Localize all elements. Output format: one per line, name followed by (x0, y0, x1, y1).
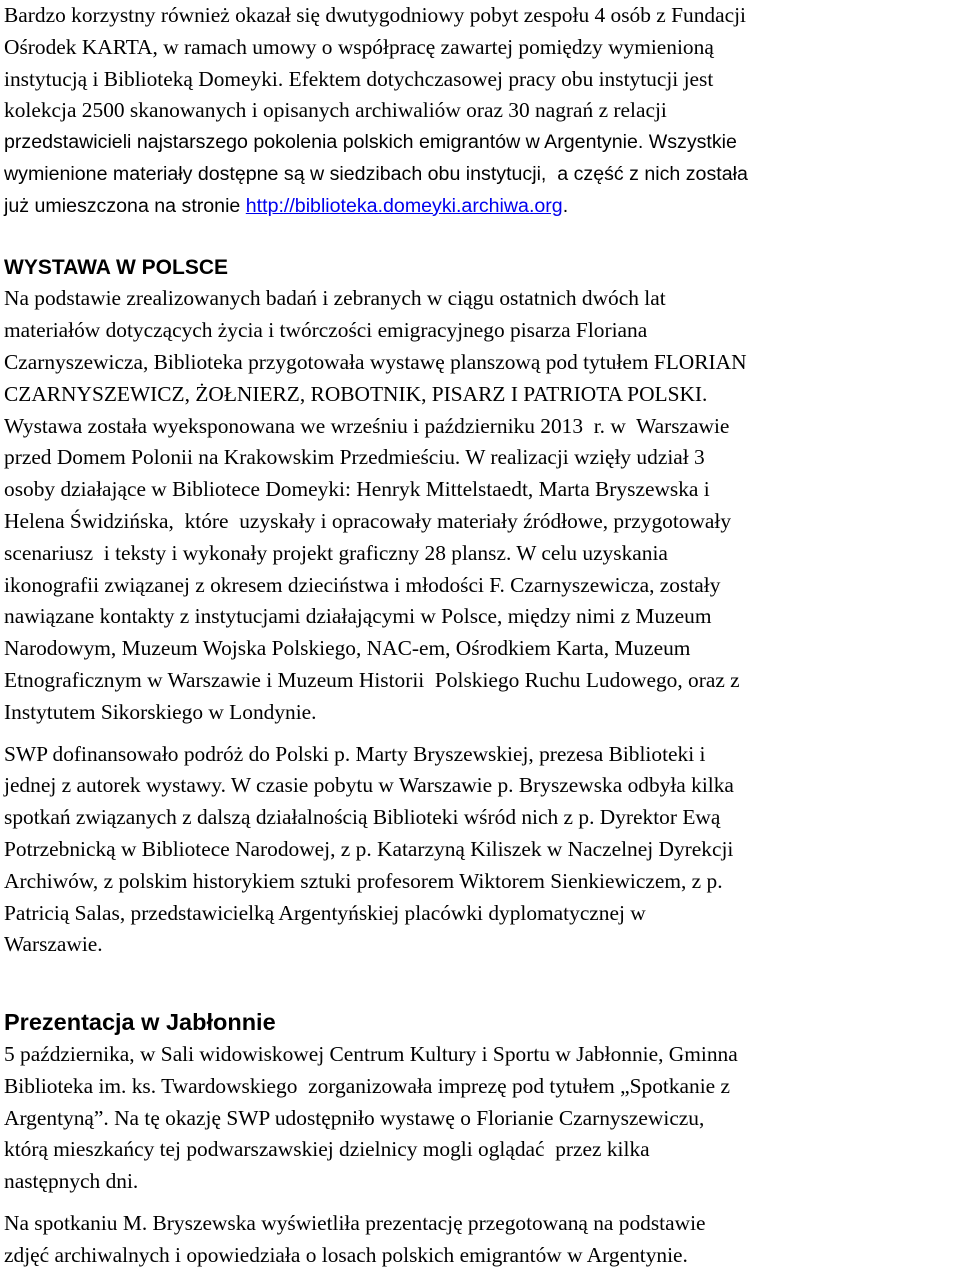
text-line: Argentyną”. Na tę okazję SWP udostępniło wystawę o Florianie Czarnyszewiczu, (4, 1105, 705, 1130)
text-line: Biblioteka im. ks. Twardowskiego zorganizowała imprezę pod tytułem „Spotkanie z (4, 1073, 731, 1098)
text-line: instytucją i Biblioteką Domeyki. Efektem dotychczasowej pracy obu instytucji jest (4, 66, 714, 91)
text-line: zdjęć archiwalnych i opowiedziała o losach polskich emigrantów w Argentynie. (4, 1242, 688, 1267)
spacer (4, 223, 956, 252)
text-line: Ośrodek KARTA, w ramach umowy o współpracę zawartej pomiędzy wymienioną (4, 34, 714, 59)
section-heading-wystawa: WYSTAWA W POLSCE (4, 255, 228, 279)
text-line: przed Domem Polonii na Krakowskim Przedmieściu. W realizacji wzięły udział 3 (4, 445, 705, 470)
text-line: Czarnyszewicza, Biblioteka przygotowała wystawę planszową pod tytułem FLORIAN (4, 349, 747, 374)
text-line: spotkań związanych z dalszą działalnością Biblioteki wśród nich z p. Dyrektor Ewą (4, 805, 721, 830)
text-line: scenariusz i teksty i wykonały projekt graficzny 28 plansz. W celu uzyskania (4, 540, 668, 565)
text-line: Bardzo korzystny również okazał się dwutygodniowy pobyt zespołu 4 osób z Fundacji (4, 3, 746, 27)
text-line: kolekcja 2500 skanowanych i opisanych archiwaliów oraz 30 nagrań z relacji (4, 98, 667, 123)
document-page (4, 0, 956, 1271)
text-line: 5 października, w Sali widowiskowej Centrum Kultury i Sportu w Jabłonnie, Gminna (4, 1041, 738, 1066)
wystawa-paragraph (4, 283, 956, 728)
text-line: SWP dofinansowało podróż do Polski p. Marty Bryszewskiej, prezesa Biblioteki i (4, 741, 706, 766)
text-line: wymienione materiały dostępne są w siedzibach obu instytucji, a część z nich została (4, 162, 748, 185)
text-line: jednej z autorek wystawy. W czasie pobytu w Warszawie p. Bryszewska odbyła kilka (4, 773, 734, 798)
text-line: Helena Świdzińska, które uzyskały i opracowały materiały źródłowe, przygotowały (4, 508, 732, 533)
text-line: którą mieszkańcy tej podwarszawskiej dzielnicy mogli oglądać przez kilka (4, 1137, 650, 1162)
text-line: Potrzebnicką w Bibliotece Narodowej, z p. Katarzyną Kiliszek w Naczelnej Dyrekcji (4, 836, 734, 861)
text-line: Instytutem Sikorskiego w Londynie. (4, 699, 317, 724)
text-line: CZARNYSZEWICZ, ŻOŁNIERZ, ROBOTNIK, PISARZ I PATRIOTA POLSKI. (4, 381, 708, 406)
text-line: Etnograficznym w Warszawie i Muzeum Historii Polskiego Ruchu Ludowego, oraz z (4, 667, 740, 692)
jablonna-paragraph (4, 1039, 956, 1198)
text-line: osoby działające w Bibliotece Domeyki: Henryk Mittelstaedt, Marta Bryszewska i (4, 477, 710, 502)
spacer (4, 729, 956, 739)
text-line: Patricią Salas, przedstawicielką Argentyńskiej placówki dyplomatycznej w (4, 900, 646, 925)
text-line-with-link (4, 191, 956, 223)
closing-paragraph (4, 1208, 956, 1272)
intro-paragraph (4, 0, 956, 223)
text-line: przedstawicieli najstarszego pokolenia polskich emigrantów w Argentynie. Wszystkie (4, 131, 737, 154)
text-line: Warszawie. (4, 932, 103, 957)
swp-paragraph (4, 739, 956, 962)
text-line: Archiwów, z polskim historykiem sztuki profesorem Wiktorem Sienkiewiczem, z p. (4, 868, 723, 893)
spacer (4, 961, 956, 1007)
text-fragment: już umieszczona na stronie (4, 194, 246, 217)
text-line: Na spotkaniu M. Bryszewska wyświetliła prezentację przegotowaną na podstawie (4, 1210, 706, 1235)
text-line: Na podstawie zrealizowanych badań i zebranych w ciągu ostatnich dwóch lat (4, 286, 666, 311)
section-heading-jablonna: Prezentacja w Jabłonnie (4, 1009, 276, 1036)
spacer (4, 1198, 956, 1208)
text-line: ikonografii związanej z okresem dzieciństwa i młodości F. Czarnyszewicza, zostały (4, 572, 721, 597)
text-line: Narodowym, Muzeum Wojska Polskiego, NAC-em, Ośrodkiem Karta, Muzeum (4, 636, 691, 661)
archive-website-link[interactable]: http://biblioteka.domeyki.archiwa.org (245, 194, 563, 217)
text-fragment: . (562, 194, 569, 217)
text-line: nawiązane kontakty z instytucjami działającymi w Polsce, między nimi z Muzeum (4, 604, 712, 629)
text-line: Wystawa została wyeksponowana we wrześniu i październiku 2013 r. w Warszawie (4, 413, 730, 438)
text-line: materiałów dotyczących życia i twórczości emigracyjnego pisarza Floriana (4, 318, 648, 343)
text-line: następnych dni. (4, 1169, 139, 1194)
